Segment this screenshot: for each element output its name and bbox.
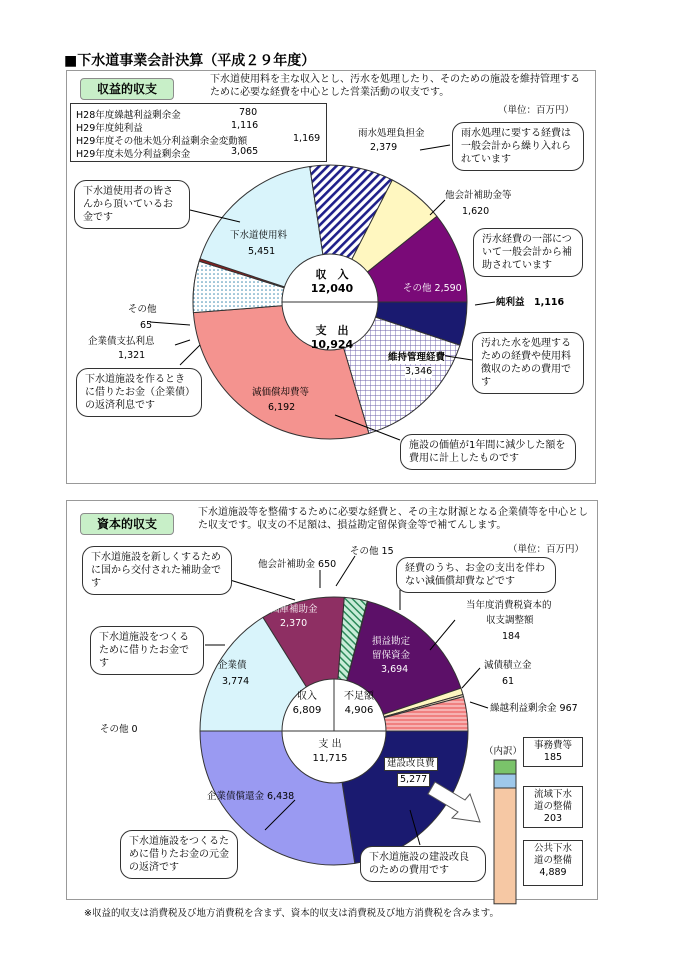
leader-line xyxy=(180,345,200,365)
callout-reserve: 経費のうち、お金の支出を伴わない減価償却費などです xyxy=(396,557,556,593)
summary-value: 1,116 xyxy=(231,120,259,131)
label-depreciation-value: 6,192 xyxy=(268,402,296,413)
label-net-profit: 純利益 1,116 xyxy=(496,297,565,308)
leader-line xyxy=(475,302,495,305)
label-national-name: 国庫補助金 xyxy=(270,604,318,615)
label-rain-name: 雨水処理負担金 xyxy=(358,128,425,139)
label-other0: その他 0 xyxy=(100,724,138,735)
label-other-exp-name: その他 xyxy=(128,304,157,315)
callout-subsidy: 汚水経費の一部について一般会計から補助されています xyxy=(473,228,583,277)
summary-row: H28年度繰越利益剰余金 xyxy=(76,110,181,121)
capital-heading: 資本的収支 xyxy=(80,513,174,535)
box-public: 公共下水 道の整備 4,889 xyxy=(523,840,583,886)
label-retained: 繰越利益剰余金 967 xyxy=(490,703,578,714)
leader-line xyxy=(430,620,455,650)
label-rain-value: 2,379 xyxy=(370,142,398,153)
label-maintenance-value: 3,346 xyxy=(405,366,433,377)
label-tax-adj-name2: 収支調整額 xyxy=(486,615,534,626)
label-tax-adj-name1: 当年度消費税資本的 xyxy=(466,600,552,611)
revenue-description: 下水道使用料を主な収入とし、汚水を処理したり、そのための施設を維持管理するために必要な経費を中心とした営業活動の収支です。 xyxy=(210,74,580,98)
callout-depreciation: 施設の価値が1年間に減少した額を費用に計上したものです xyxy=(400,434,576,470)
callout-redemption: 下水道施設をつくるために借りたお金の元金の返済です xyxy=(120,830,238,879)
leader-line xyxy=(230,580,295,600)
label-breakdown: （内訳） xyxy=(484,746,523,757)
leader-line xyxy=(462,668,480,688)
callout-interest: 下水道施設を作るときに借りたお金（企業債）の返済利息です xyxy=(76,368,202,417)
callout-grant: 下水道施設を新しくするために国から交付された補助金です xyxy=(82,546,232,595)
center-cap-expense: 支 出 11,715 xyxy=(312,739,348,764)
summary-row: H29年度その他未処分利益剰余金変動額 xyxy=(76,136,248,147)
leader-line xyxy=(420,145,450,150)
page-title: ■下水道事業会計決算（平成２９年度） xyxy=(64,53,316,69)
label-other-income: その他 2,590 xyxy=(403,283,462,294)
label-other-subsidy-cap: 他会計補助金 650 xyxy=(258,559,337,570)
label-interest-name: 企業債支払利息 xyxy=(88,336,155,347)
label-reserve-name1: 損益勘定 xyxy=(372,636,411,647)
center-income: 収 入 12,040 xyxy=(310,268,354,295)
capital-description: 下水道施設等を整備するために必要な経費と、その主な財源となる企業債等を中心とした収支です。収支の不足額は、損益勘定留保資金等で補てんします。 xyxy=(198,507,588,531)
leader-line xyxy=(470,702,488,708)
label-depreciation-name: 減価償却費等 xyxy=(252,387,310,398)
summary-row: H29年度未処分利益剰余金 xyxy=(76,149,191,160)
label-other15: その他 15 xyxy=(350,546,394,557)
summary-value: 1,169 xyxy=(293,133,321,144)
label-other-subsidy-value: 1,620 xyxy=(462,206,490,217)
callout-construction: 下水道施設の建設改良のための費用です xyxy=(360,846,486,882)
box-office: 事務費等 185 xyxy=(523,737,583,767)
breakdown-segment xyxy=(494,788,516,904)
label-bond-value: 3,774 xyxy=(222,676,250,687)
callout-usage-fee: 下水道使用者の皆さんから頂いているお金です xyxy=(74,180,190,229)
label-reserve-name2: 留保資金 xyxy=(372,650,411,661)
summary-value: 3,065 xyxy=(231,146,259,157)
center-cap-income: 収入 6,809 xyxy=(292,691,322,716)
leader-line xyxy=(150,322,190,325)
summary-value: 780 xyxy=(239,107,258,118)
label-redemption: 企業債償還金 6,438 xyxy=(207,791,295,802)
leader-line xyxy=(175,340,190,345)
label-maintenance-name: 維持管理経費 xyxy=(388,352,446,363)
revenue-unit: （単位：百万円） xyxy=(498,105,575,116)
capital-unit: （単位：百万円） xyxy=(508,544,585,555)
leader-line xyxy=(336,556,355,586)
footnote: ※収益的収支は消費税及び地方消費税を含まず、資本的収支は消費税及び地方消費税を含みます。 xyxy=(84,908,499,919)
revenue-heading: 収益的収支 xyxy=(80,78,174,100)
callout-bond: 下水道施設をつくるために借りたお金です xyxy=(90,626,204,675)
label-sinking-value: 61 xyxy=(502,676,515,687)
label-construction-name: 建設改良費 xyxy=(384,757,438,771)
label-bond-name: 企業債 xyxy=(218,660,247,671)
label-construction-value: 5,277 xyxy=(397,773,430,787)
label-sinking-name: 減債積立金 xyxy=(484,660,532,671)
label-reserve-value: 3,694 xyxy=(381,664,409,675)
summary-row: H29年度純利益 xyxy=(76,123,143,134)
label-fee-name: 下水道使用料 xyxy=(230,230,288,241)
leader-line xyxy=(430,200,445,215)
label-national-value: 2,370 xyxy=(280,618,308,629)
box-basin: 流域下水 道の整備 203 xyxy=(523,786,583,828)
center-expense: 支 出 10,924 xyxy=(310,324,354,351)
label-tax-adj-value: 184 xyxy=(502,631,521,642)
breakdown-segment xyxy=(494,760,516,774)
center-cap-shortage: 不足額 4,906 xyxy=(344,691,374,716)
label-interest-value: 1,321 xyxy=(118,350,146,361)
label-other-exp-value: 65 xyxy=(140,320,153,331)
label-fee-value: 5,451 xyxy=(248,246,276,257)
callout-maintenance: 汚れた水を処理するための経費や使用料徴収のための費用です xyxy=(472,332,584,394)
label-other-subsidy-name: 他会計補助金等 xyxy=(445,190,512,201)
callout-rain: 雨水処理に要する経費は一般会計から繰り入れられています xyxy=(452,122,584,171)
breakdown-segment xyxy=(494,774,516,788)
